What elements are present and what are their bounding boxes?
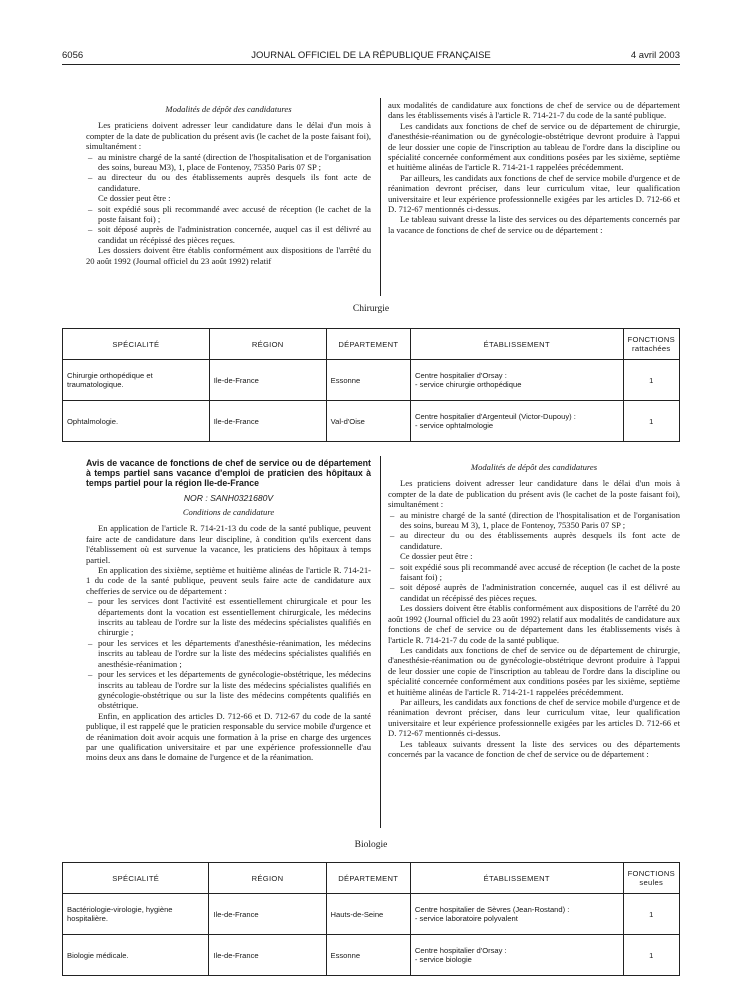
column-header: RÉGION [209,329,326,360]
paragraph: En application de l'article R. 714-21-13 du code de la santé publique, peuvent faire acte de candidature dans leur discipline, à condition qu'ils exercent dans l'établissement où est survenue la vacance, les praticiens des hôpitaux à temps partiel. [86,523,371,565]
list-item: – pour les services et les départements de gynécologie-obstétrique, les médecins inscrits au tableau de l'ordre sur la liste des médecins spécialistes qualifiés en gynécologie-obstétrique ou sur la liste des médecins compétents qualifiés en obstétrique. [98,669,371,711]
column-divider [380,98,381,296]
cell-region: Ile-de-France [209,401,326,442]
column-header: SPÉCIALITÉ [63,329,210,360]
cell-region: Ile-de-France [209,935,326,976]
paragraph: En application des sixième, septième et huitième alinéas de l'article R. 714-21-1 du code de la santé publique, peuvent seuls faire acte de candidature aux chefferies de service ou de département : [86,565,371,596]
paragraph: Les praticiens doivent adresser leur candidature dans le délai d'un mois à compter de la date de publication du présent avis (le cachet de la poste faisant foi), simultanément : [388,478,680,510]
cell-specialite: Ophtalmologie. [63,401,210,442]
cell-specialite: Bactériologie-virologie, hygiène hospitalière. [63,894,209,935]
table-row [63,360,680,401]
nor-reference: NOR : SANH0321680V [183,492,274,503]
cell-fonctions: 1 [623,935,679,976]
list-item: – au ministre chargé de la santé (direction de l'hospitalisation et de l'organisation des soins, bureau M3), 1, place de Fontenoy, 75350 Paris 07 SP ; [98,152,371,173]
paragraph: Le tableau suivant dresse la liste des services ou des départements concernés par la vacance de fonctions de chef de service ou de département : [388,214,680,235]
cell-etablissement [410,935,623,976]
etablissement-service: - service laboratoire polyvalent [414,914,518,923]
paragraph: Par ailleurs, les candidats aux fonctions de chef de service mobile d'urgence et de réanimation devront préciser, dans leur curriculum vitae, leur qualification universitaire et leur expérience professionnelle exigées par les articles D. 712-66 et D. 712-67 mentionnés ci-dessus. [388,696,680,739]
column-header: DÉPARTEMENT [326,329,410,360]
paragraph: Les dossiers doivent être établis conformément aux dispositions de l'arrêté du 20 août 1992 (Journal officiel du 23 août 1992) relatif aux modalités de candidature aux fonctions de chef de service ou de département dans les établissements visés à l'article R. 714-21-7 du code de la santé publique. [388,603,680,645]
paragraph: Les dossiers doivent être établis conformément aux dispositions de l'arrêté du 20 août 1992 (Journal officiel du 23 août 1992) relatif [86,245,371,266]
table-row [63,894,680,935]
cell-fonctions: 1 [623,894,679,935]
cell-etablissement [411,360,623,401]
recipient-list [388,510,680,552]
column-header: RÉGION [209,863,326,894]
top-right-column [388,100,680,235]
paragraph: Les tableaux suivants dressent la liste des services ou des départements concernés par la vacance de fonction de chef de service ou de département : [388,738,680,759]
issue-date: 4 avril 2003 [630,50,680,61]
column-divider [380,456,381,828]
section-heading: Modalités de dépôt des candidatures [470,462,598,472]
cell-fonctions: 1 [623,401,679,442]
list-item: – au directeur du ou des établissements auprès desquels ils font acte de candidature. [400,530,680,551]
header-rule [62,64,680,65]
recipient-list [86,152,371,194]
etablissement-service: - service chirurgie orthopédique [415,380,522,389]
cell-region: Ile-de-France [209,360,326,401]
journal-title: JOURNAL OFFICIEL DE LA RÉPUBLIQUE FRANÇAISE [251,50,491,61]
list-item: – au directeur du ou des établissements auprès desquels ils font acte de candidature. [98,172,371,193]
list-item: – soit déposé auprès de l'administration concernée, auquel cas il est délivré au candidat un récépissé des pièces reçues. [400,582,680,603]
cell-etablissement [411,401,623,442]
cell-specialite: Chirurgie orthopédique et traumatologique. [63,360,210,401]
table-row [63,935,680,976]
list-item: – soit expédié sous pli recommandé avec accusé de réception (le cachet de la poste faisant foi) ; [400,562,680,583]
biologie-table [62,862,680,976]
table-caption: Biologie [354,840,388,850]
etablissement-service: - service biologie [414,955,472,964]
cell-departement: Essonne [326,935,410,976]
paragraph: Ce dossier peut être : [400,551,473,562]
dispatch-list [86,204,371,246]
column-header: ÉTABLISSEMENT [410,863,623,894]
etablissement-name: Centre hospitalier de Sèvres (Jean-Rostand) : [414,905,570,914]
cell-specialite: Biologie médicale. [63,935,209,976]
table-header-row [63,863,680,894]
column-header: SPÉCIALITÉ [63,863,209,894]
cell-departement: Val-d'Oise [326,401,410,442]
bottom-right-column [388,458,680,759]
list-item: – soit déposé auprès de l'administration concernée, auquel cas il est délivré au candidat un récépissé des pièces reçues. [98,224,371,245]
paragraph: Les candidats aux fonctions de chef de service ou de département de chirurgie, d'anesthésie-réanimation ou de gynécologie-obstétrique devront produire à l'appui de leur dossier une copie de l'inscription au tableau de l'ordre dans la discipline ou spécialité concernée conformément aux conditions posées par les sixième, septième et huitième alinéas de l'article R. 714-21-1 rappelées précédemment. [388,644,680,697]
table-row [63,401,680,442]
list-item: – pour les services dont l'activité est essentiellement chirurgicale et pour les départements dont la vocation est essentiellement chirurgicale, les médecins inscrits au tableau de l'ordre sur la liste des médecins spécialistes qualifiés en chirurgie ; [98,596,371,638]
list-item: – soit expédié sous pli recommandé avec accusé de réception (le cachet de la poste faisant foi) ; [98,204,371,225]
cell-etablissement [410,894,623,935]
paragraph: Les candidats aux fonctions de chef de service ou de département de chirurgie, d'anesthésie-réanimation ou de gynécologie-obstétrique devront produire à l'appui de leur dossier une copie de l'inscription au tableau de l'ordre dans la discipline ou spécialité concernée conformément aux conditions posées par les sixième, septième et huitième alinéas de l'article R. 714-21-1 rappelées précédemment. [388,120,680,173]
etablissement-service: - service ophtalmologie [415,421,494,430]
list-item: – au ministre chargé de la santé (direction de l'hospitalisation et de l'organisation des soins, bureau M 3), 1, place de Fontenoy, 75350 Paris 07 SP ; [400,510,680,531]
top-left-column [86,100,371,266]
dispatch-list [388,562,680,604]
cell-fonctions: 1 [623,360,679,401]
section-heading: Modalités de dépôt des candidatures [165,104,292,114]
column-header: FONCTIONS seules [623,863,679,894]
paragraph: Par ailleurs, les candidats aux fonctions de chef de service mobile d'urgence et de réanimation devront préciser, dans leur curriculum vitae, leur qualification universitaire et leur expérience professionnelle exigées par les articles D. 712-66 et D. 712-67 mentionnés ci-dessus. [388,172,680,215]
table-caption: Chirurgie [352,304,390,314]
paragraph: Enfin, en application des articles D. 712-66 et D. 712-67 du code de la santé publique, il est rappelé que le praticien responsable du service mobile d'urgence et de réanimation doit avoir acquis une formation à la prise en charge des urgences par une qualification universitaire et par une expérience professionnelle d'au moins deux ans dans le domaine de l'urgence et de la réanimation. [86,710,371,763]
etablissement-name: Centre hospitalier d'Orsay : [415,371,507,380]
column-header: FONCTIONS rattachées [623,329,679,360]
cell-departement: Essonne [326,360,410,401]
table-header-row [63,329,680,360]
cell-region: Ile-de-France [209,894,326,935]
column-header: ÉTABLISSEMENT [411,329,623,360]
paragraph: Ce dossier peut être : [98,193,171,204]
paragraph: Les praticiens doivent adresser leur candidature dans le délai d'un mois à compter de la date de publication du présent avis (le cachet de la poste faisant foi), simultanément : [86,120,371,152]
section-heading: Conditions de candidature [182,507,275,518]
column-header: DÉPARTEMENT [326,863,410,894]
etablissement-name: Centre hospitalier d'Argenteuil (Victor-Dupouy) : [415,412,576,421]
cell-departement: Hauts-de-Seine [326,894,410,935]
notice-title: Avis de vacance de fonctions de chef de service ou de département à temps partiel sans vacance d'emploi de praticien des hôpitaux à temps partiel pour la région Ile-de-France [86,458,371,489]
paragraph: aux modalités de candidature aux fonctions de chef de service ou de département dans les établissements visés à l'article R. 714-21-7 du code de la santé publique. [388,100,680,121]
chirurgie-table [62,328,680,442]
bottom-left-column [86,458,371,763]
etablissement-name: Centre hospitalier d'Orsay : [414,946,507,955]
page-number: 6056 [62,50,84,61]
list-item: – pour les services et les départements d'anesthésie-réanimation, les médecins inscrits au tableau de l'ordre sur la liste des médecins spécialistes qualifiés en anesthésie-réanimation ; [98,638,371,669]
conditions-list [86,596,371,710]
